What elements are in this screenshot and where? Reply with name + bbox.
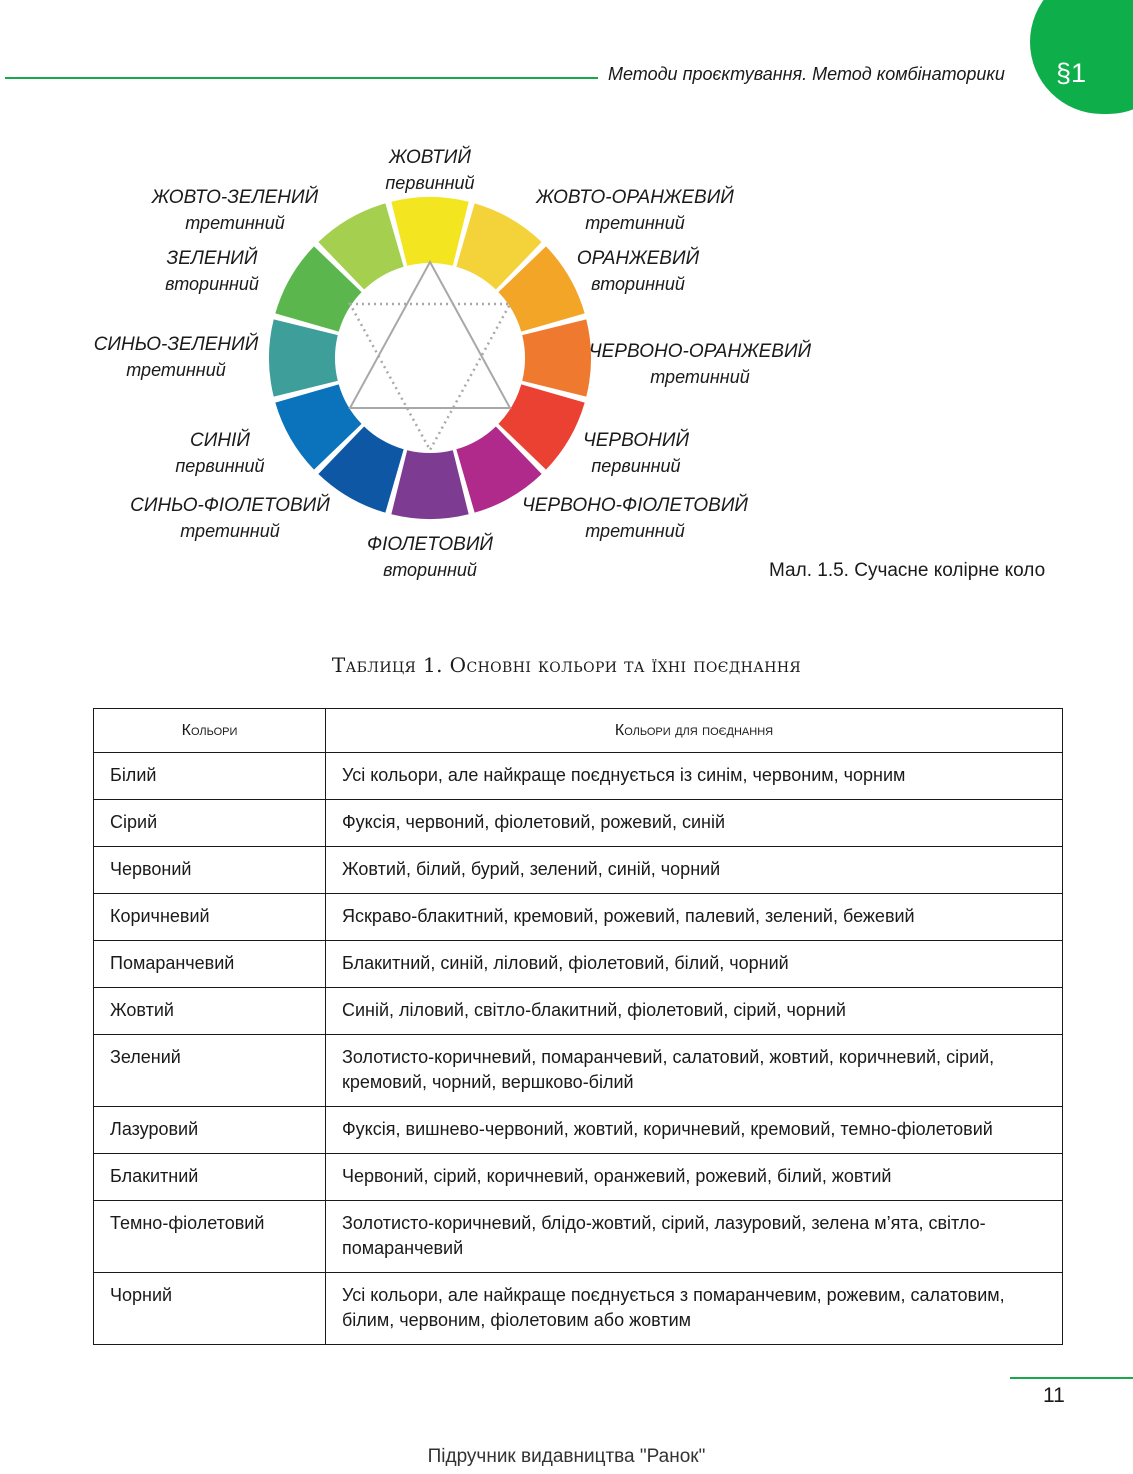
cell-color: Блакитний [94, 1154, 326, 1201]
cell-combination: Фуксія, червоний, фіолетовий, рожевий, синій [326, 800, 1063, 847]
wheel-segment [522, 319, 591, 396]
table-row [94, 753, 1063, 800]
table-row [94, 1201, 1063, 1273]
table-row [94, 847, 1063, 894]
wheel-label-type: первинний [385, 173, 475, 193]
cell-color: Червоний [94, 847, 326, 894]
cell-combination: Червоний, сірий, коричневий, оранжевий, рожевий, білий, жовтий [326, 1154, 1063, 1201]
wheel-label-name: ЧЕРВОНИЙ [582, 430, 690, 451]
page-number-rule [1010, 1377, 1133, 1379]
cell-color: Жовтий [94, 988, 326, 1035]
table-row [94, 941, 1063, 988]
table-row [94, 1107, 1063, 1154]
wheel-label-name: ОРАНЖЕВИЙ [576, 248, 700, 269]
cell-color: Білий [94, 753, 326, 800]
wheel-label-type: третинний [585, 213, 685, 233]
table-row [94, 894, 1063, 941]
header-rule [5, 77, 598, 79]
table-row [94, 988, 1063, 1035]
header-combinations: Кольори для поєднання [326, 709, 1063, 753]
section-badge [1030, 0, 1133, 114]
table-row [94, 1154, 1063, 1201]
cell-color: Коричневий [94, 894, 326, 941]
cell-combination: Фуксія, вишнево-червоний, жовтий, коричневий, кремовий, темно-фіолетовий [326, 1107, 1063, 1154]
wheel-label-type: первинний [591, 456, 681, 476]
wheel-label-type: вторинний [383, 560, 477, 580]
wheel-label-type: третинний [126, 360, 226, 380]
wheel-label-name: СИНІЙ [190, 430, 250, 451]
cell-combination: Золотисто-коричневий, блідо-жовтий, сірий, лазуровий, зелена м’ята, світло-помаранчевий [326, 1201, 1063, 1273]
wheel-segment [391, 197, 468, 266]
table-header-row [94, 709, 1063, 753]
wheel-label-type: третинний [650, 367, 750, 387]
cell-combination: Блакитний, синій, ліловий, фіолетовий, білий, чорний [326, 941, 1063, 988]
table-row [94, 800, 1063, 847]
wheel-label-name: ЧЕРВОНО-ФІОЛЕТОВИЙ [521, 495, 749, 516]
wheel-label-type: третинний [185, 213, 285, 233]
secondary-triangle [350, 304, 510, 450]
cell-combination: Золотисто-коричневий, помаранчевий, салатовий, жовтий, коричневий, сірий, кремовий, чорний, вершково-білий [326, 1035, 1063, 1107]
section-number: §1 [1056, 58, 1087, 88]
combinations-table [93, 708, 1063, 1345]
header-colors: Кольори [94, 709, 326, 753]
table-body [94, 753, 1063, 1345]
cell-color: Лазуровий [94, 1107, 326, 1154]
wheel-segments [269, 197, 591, 519]
table-row [94, 1273, 1063, 1345]
wheel-label-name: ЖОВТИЙ [389, 147, 471, 168]
wheel-label-type: первинний [175, 456, 265, 476]
wheel-label-name: ЧЕРВОНО-ОРАНЖЕВИЙ [588, 341, 812, 362]
wheel-label-type: третинний [180, 521, 280, 541]
cell-color: Зелений [94, 1035, 326, 1107]
cell-combination: Яскраво-блакитний, кремовий, рожевий, палевий, зелений, бежевий [326, 894, 1063, 941]
cell-color: Помаранчевий [94, 941, 326, 988]
header-title: Методи проєктування. Метод комбінаторики [608, 64, 1005, 84]
wheel-label-name: ЗЕЛЕНИЙ [166, 248, 258, 269]
cell-combination: Жовтий, білий, бурий, зелений, синій, чорний [326, 847, 1063, 894]
page-number: 11 [1043, 1384, 1065, 1407]
wheel-label-name: ЖОВТО-ЗЕЛЕНИЙ [151, 187, 319, 208]
wheel-label-name: ФІОЛЕТОВИЙ [366, 534, 494, 555]
cell-combination: Синій, ліловий, світло-блакитний, фіолетовий, сірий, чорний [326, 988, 1063, 1035]
wheel-label-type: третинний [585, 521, 685, 541]
color-wheel [0, 130, 900, 600]
wheel-segment [269, 319, 338, 396]
wheel-triangles [350, 262, 510, 450]
cell-color: Чорний [94, 1273, 326, 1345]
cell-combination: Усі кольори, але найкраще поєднується із синім, червоним, чорним [326, 753, 1063, 800]
figure-caption: Мал. 1.5. Сучасне колірне коло [769, 560, 1046, 581]
table-title: Таблиця 1. Основні кольори та їхні поєднання [331, 653, 802, 677]
wheel-label-name: СИНЬО-ФІОЛЕТОВИЙ [130, 495, 330, 516]
cell-combination: Усі кольори, але найкраще поєднується з помаранчевим, рожевим, салатовим, білим, червоним, фіолетовим або жовтим [326, 1273, 1063, 1345]
wheel-segment [391, 450, 468, 519]
publisher-note: Підручник видавництва "Ранок" [427, 1446, 706, 1467]
cell-color: Сірий [94, 800, 326, 847]
wheel-label-name: СИНЬО-ЗЕЛЕНИЙ [93, 334, 259, 355]
table-row [94, 1035, 1063, 1107]
cell-color: Темно-фіолетовий [94, 1201, 326, 1273]
primary-triangle [350, 262, 510, 408]
wheel-label-type: вторинний [165, 274, 259, 294]
wheel-label-name: ЖОВТО-ОРАНЖЕВИЙ [536, 187, 734, 208]
wheel-label-type: вторинний [591, 274, 685, 294]
